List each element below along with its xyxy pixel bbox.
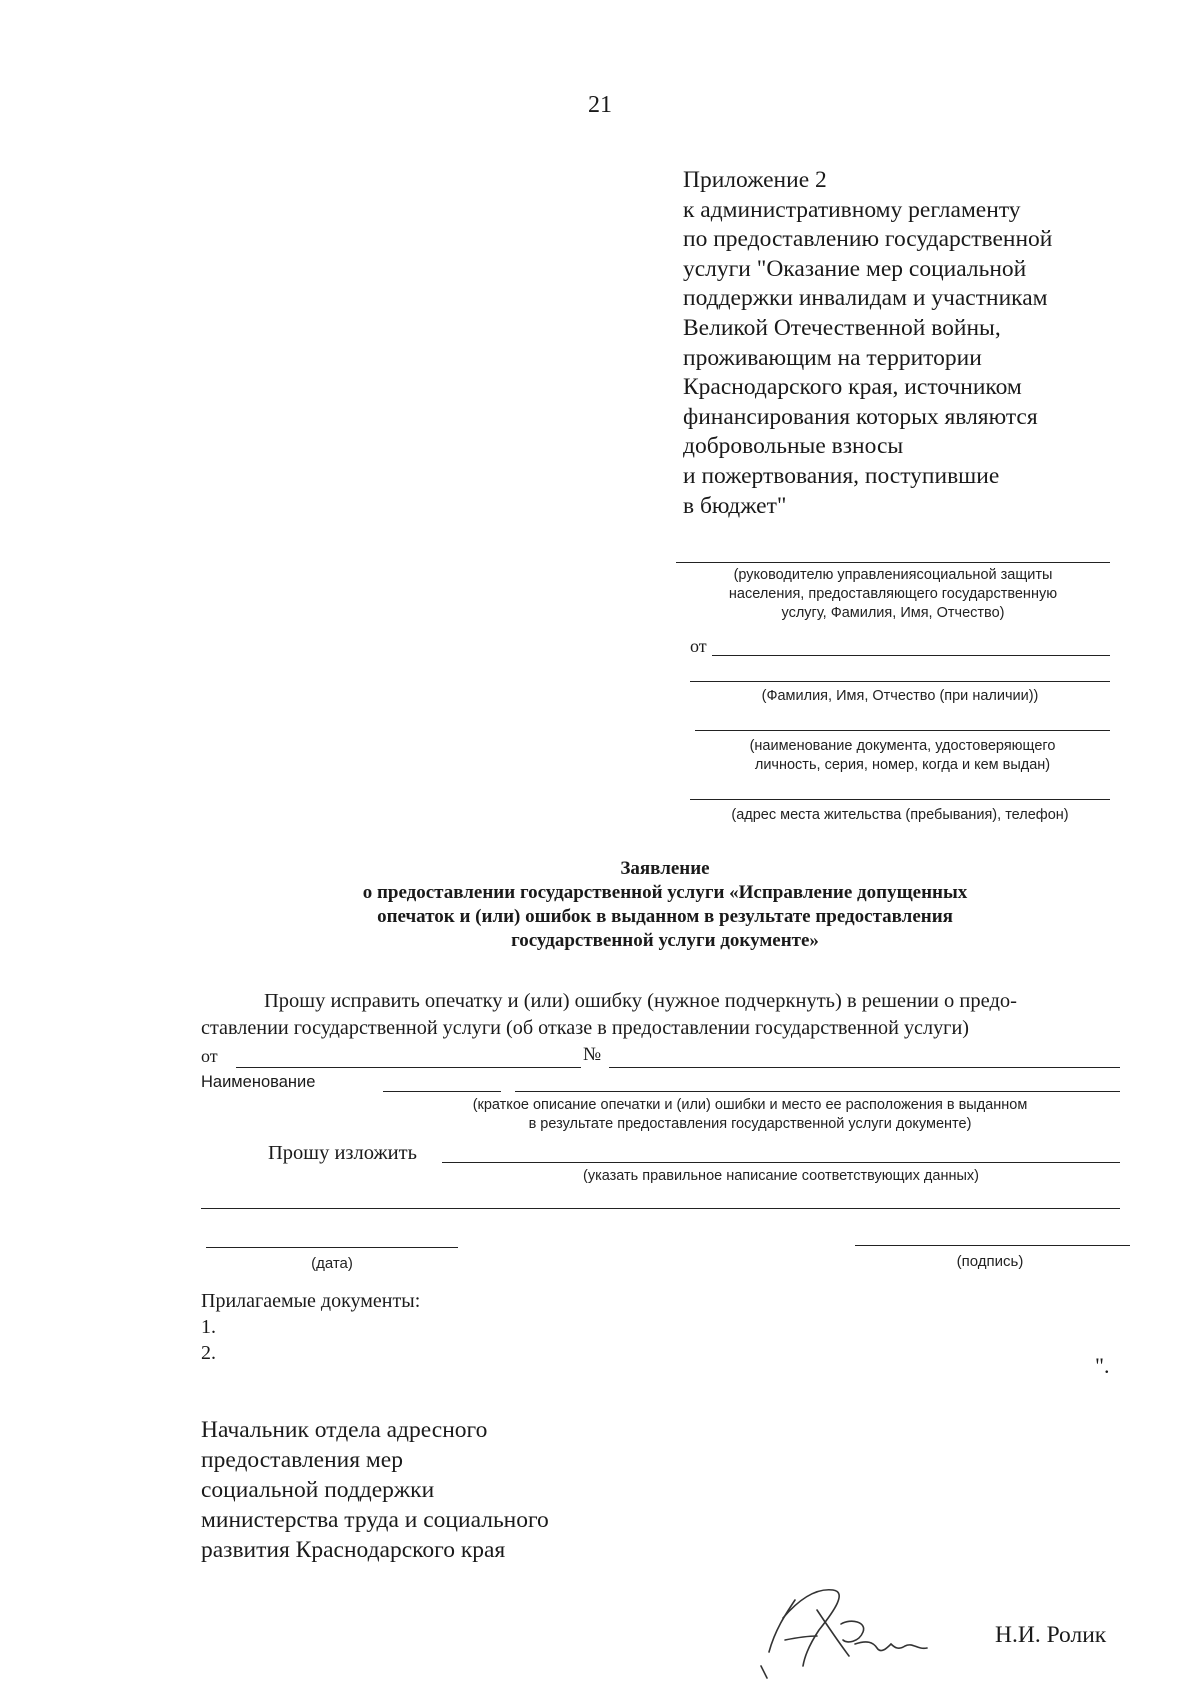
applicant-name-caption: (Фамилия, Имя, Отчество (при наличии)) [761,688,1039,704]
addressee-head-caption: (руководителю управлениясоциальной защиты населения, предоставляющего государственную услугу, Фамилия, Имя, Отчество) [728,567,1058,621]
appendix-line: финансирования которых являются [683,403,1038,430]
error-description-line-b[interactable] [515,1091,1120,1092]
request-text-line2: ставлении государственной услуги (об отказе в предоставлении государственной услуги) [201,1017,969,1039]
page-number: 21 [588,92,612,118]
addressee-head-line[interactable] [676,562,1110,563]
appendix-line: и пожертвования, поступившие [683,462,1000,489]
decision-date-line[interactable] [236,1067,581,1068]
appendix-line: добровольные взносы [683,433,904,460]
identity-document-line[interactable] [695,730,1110,731]
correct-data-line[interactable] [442,1162,1120,1163]
appendix-line: к административному регламенту [683,196,1021,223]
address-caption: (адрес места жительства (пребывания), телефон) [731,807,1069,823]
restate-label: Прошу изложить [268,1142,417,1164]
number-sign: № [583,1044,602,1065]
correct-data-extra-line[interactable] [201,1208,1120,1209]
appendix-line: поддержки инвалидам и участникам [683,285,1048,312]
appendix-line: услуги "Оказание мер социальной [683,255,1027,282]
name-label: Наименование [201,1073,316,1091]
signature-line[interactable] [855,1245,1130,1246]
decision-from-label: от [201,1046,218,1066]
identity-document-caption: (наименование документа, удостоверяющего личность, серия, номер, когда и кем выдан) [749,738,1056,773]
attachments-list [201,1288,420,1366]
applicant-name-line[interactable] [690,681,1110,682]
signature-block: Начальник отдела адресного предоставления мер социальной поддержки министерства труда и социального развития Краснодарского края [201,1417,549,1563]
attachment-item: 2. [201,1342,216,1364]
signature-caption: (подпись) [956,1253,1024,1270]
attachment-item: 1. [201,1316,216,1338]
applicant-from-line[interactable] [712,655,1110,656]
appendix-line: проживающим на территории [683,344,982,371]
date-line[interactable] [206,1247,458,1248]
appendix-line: Приложение 2 [683,167,827,193]
decision-number-line[interactable] [609,1067,1120,1068]
attachments-label: Прилагаемые документы: [201,1290,421,1312]
correct-data-caption: (указать правильное написание соответствующих данных) [583,1168,979,1184]
appendix-line: в бюджет" [683,492,787,519]
signer-name: Н.И. Ролик [995,1622,1107,1648]
appendix-header [683,166,1052,521]
from-label: от [690,636,707,656]
handwritten-signature [755,1570,965,1680]
date-caption: (дата) [311,1255,353,1272]
address-line[interactable] [690,799,1110,800]
error-description-caption: (краткое описание опечатки и (или) ошибки и место ее расположения в выданном в результате предоставления государственной услуги документе) [472,1097,1028,1132]
appendix-line: Краснодарского края, источником [683,374,1022,401]
appendix-line: Великой Отечественной войны, [683,314,1001,341]
appendix-line: по предоставлению государственной [683,226,1053,253]
error-description-line-a[interactable] [383,1091,501,1092]
application-title: Заявление о предоставлении государственной услуги «Исправление допущенных опечаток и (или) ошибок в выданном в результате предоставления государственной услуги документе» [362,858,968,951]
request-text-line1: Прошу исправить опечатку и (или) ошибку (нужное подчеркнуть) в решении о предо- [264,990,1017,1012]
closing-quote: ". [1095,1353,1110,1378]
